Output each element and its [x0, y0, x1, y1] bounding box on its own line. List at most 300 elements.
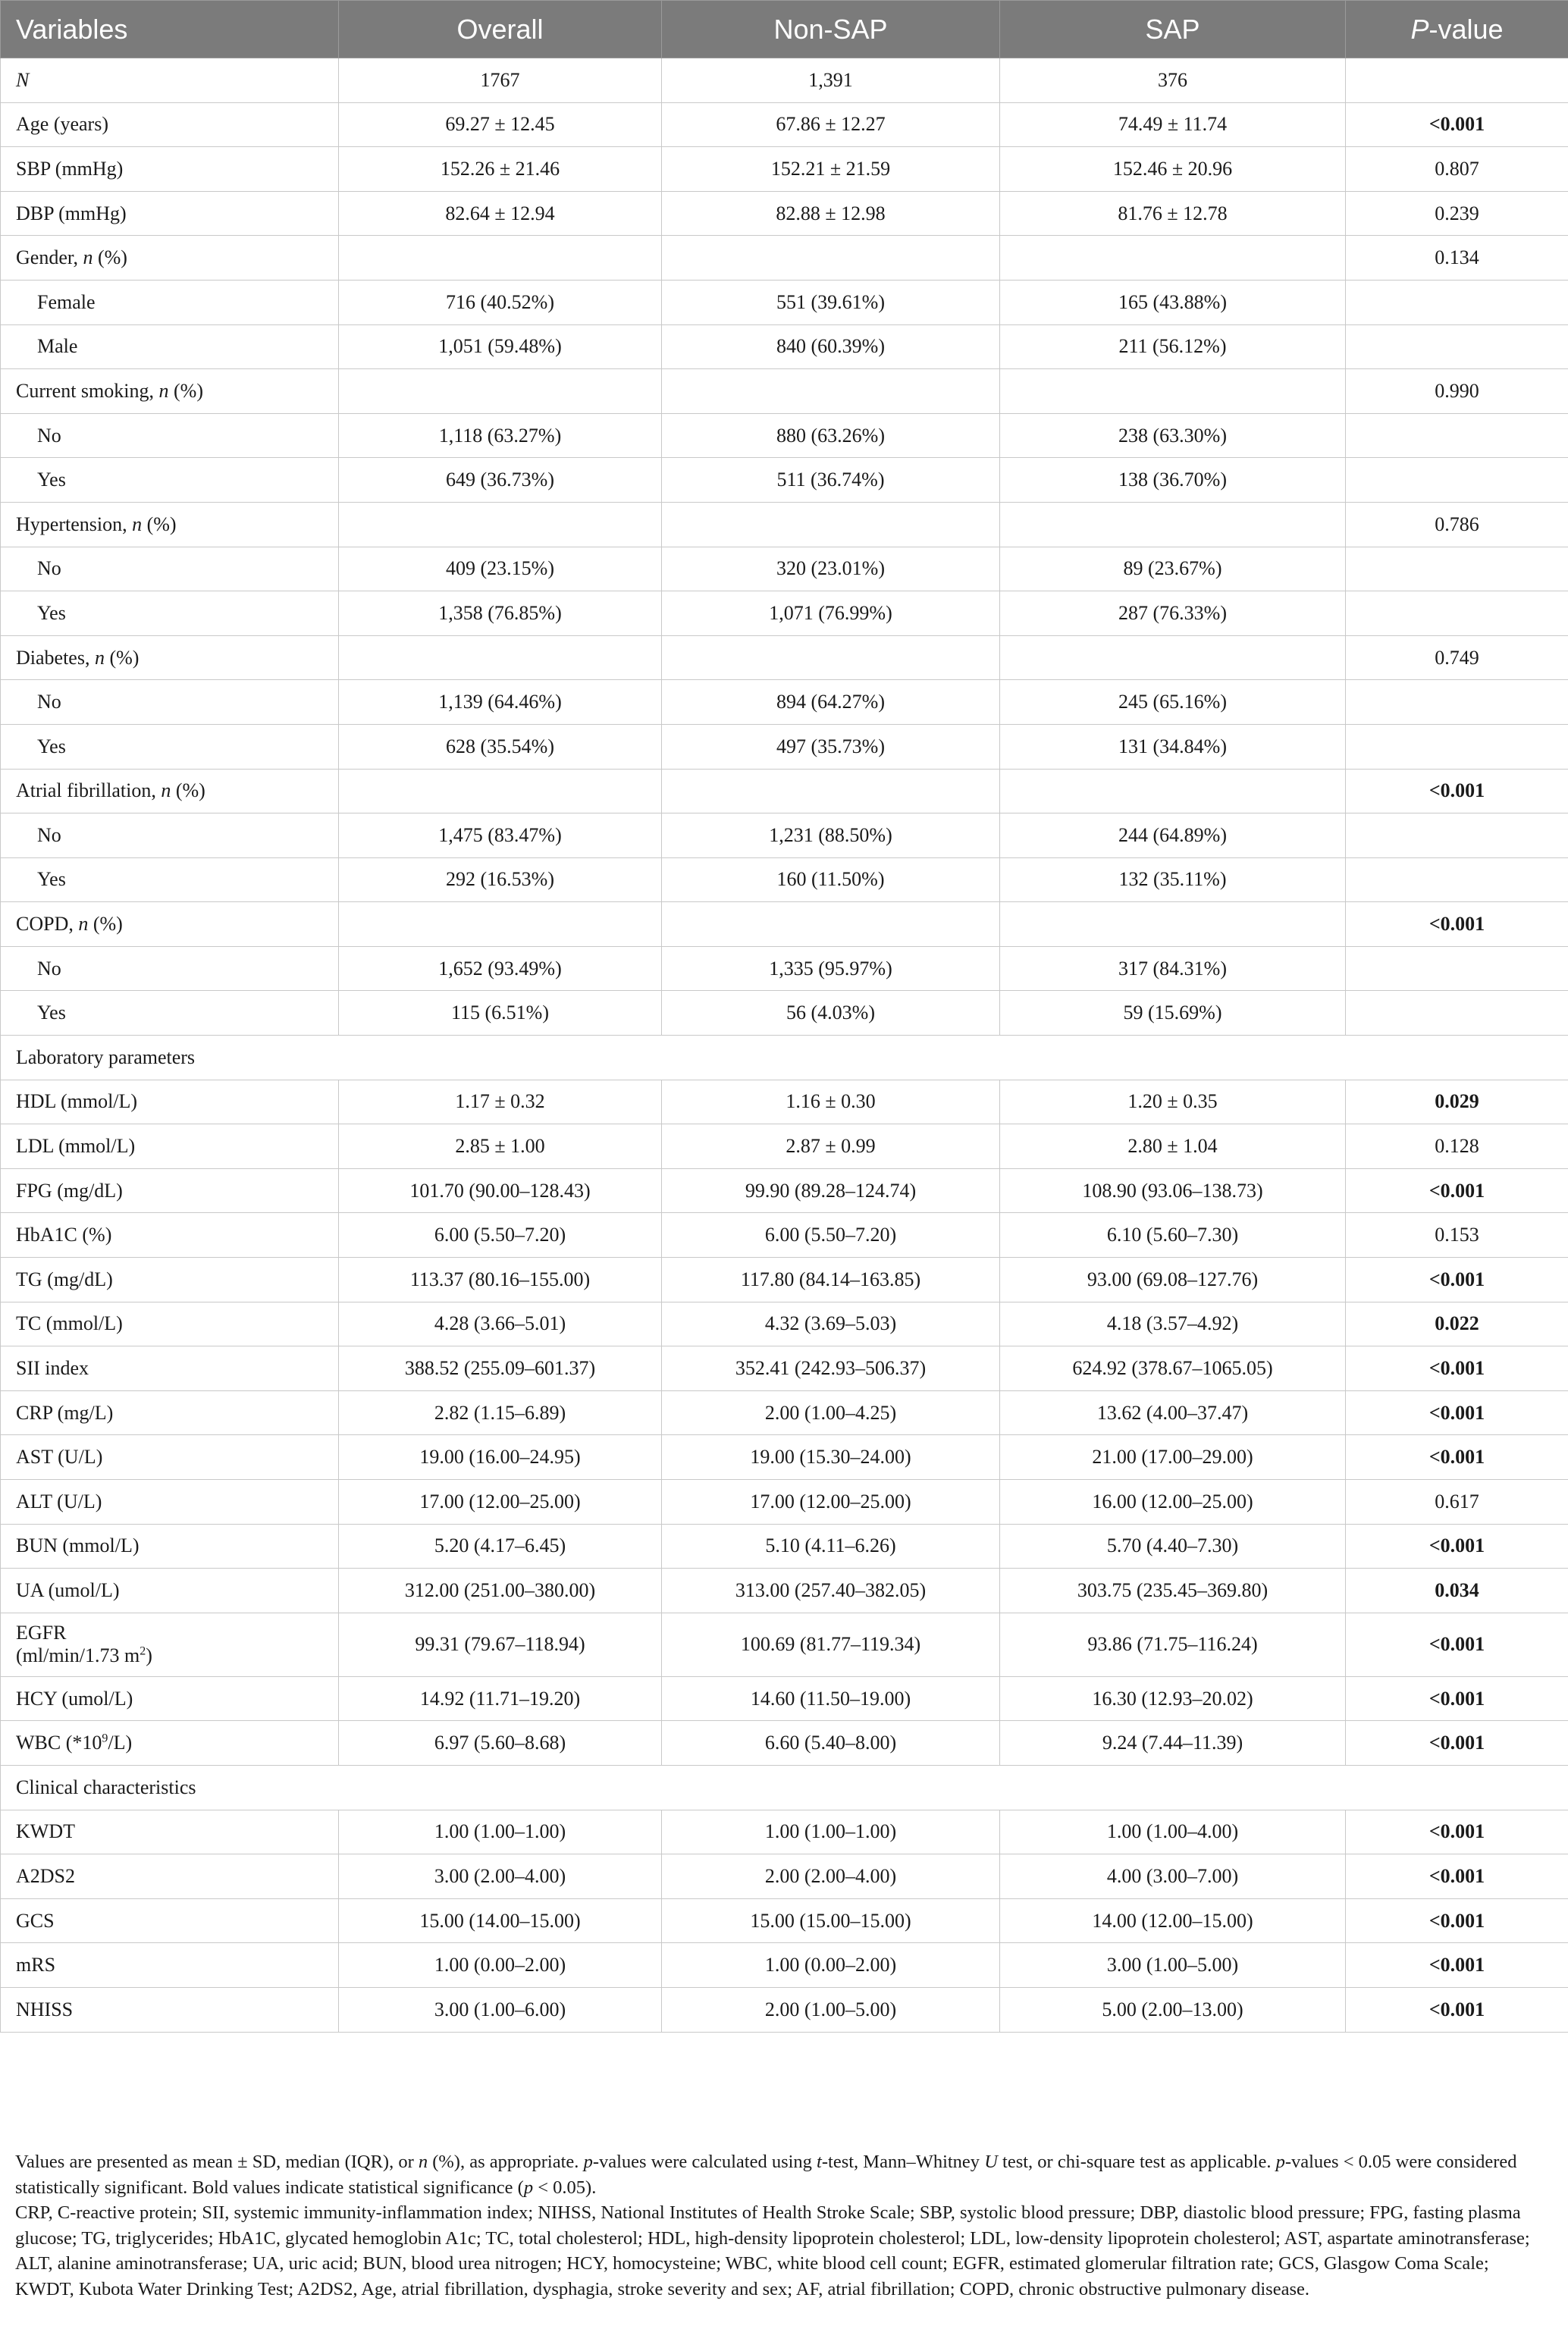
- overall-value: 2.85 ± 1.00: [339, 1124, 662, 1169]
- sap-value: 4.00 (3.00–7.00): [1000, 1854, 1346, 1899]
- label-italic: n: [158, 379, 169, 402]
- p-value: [1346, 458, 1568, 503]
- sap-value: 9.24 (7.44–11.39): [1000, 1721, 1346, 1766]
- non-sap-value: 2.87 ± 0.99: [662, 1124, 1000, 1169]
- label-text: LDL (mmol/L): [16, 1135, 136, 1158]
- p-value: <0.001: [1346, 1854, 1568, 1899]
- label-text: KWDT: [16, 1820, 75, 1843]
- non-sap-value: 19.00 (15.30–24.00): [662, 1435, 1000, 1480]
- label-tail: (%): [93, 246, 127, 269]
- variable-label: [1, 1390, 339, 1435]
- label-italic: n: [94, 646, 105, 669]
- p-value: <0.001: [1346, 902, 1568, 947]
- p-value: [1346, 857, 1568, 902]
- label-text: mRS: [16, 1954, 56, 1976]
- header-variables: Variables: [1, 1, 339, 58]
- sap-value: 152.46 ± 20.96: [1000, 147, 1346, 192]
- overall-value: [339, 635, 662, 680]
- non-sap-value: 313.00 (257.40–382.05): [662, 1569, 1000, 1613]
- table-row: [1, 1124, 1568, 1169]
- overall-value: 1,118 (63.27%): [339, 413, 662, 458]
- p-value: [1346, 724, 1568, 769]
- sap-value: 131 (34.84%): [1000, 724, 1346, 769]
- label-text: AST (U/L): [16, 1446, 103, 1469]
- footnote-fragment: -values were calculated using: [592, 2152, 817, 2172]
- variable-label: [1, 591, 339, 636]
- label-italic: n: [78, 913, 89, 936]
- non-sap-value: 56 (4.03%): [662, 991, 1000, 1036]
- non-sap-value: [662, 369, 1000, 414]
- overall-value: 312.00 (251.00–380.00): [339, 1569, 662, 1613]
- sap-value: 59 (15.69%): [1000, 991, 1346, 1036]
- table-row: [1, 813, 1568, 858]
- overall-value: 113.37 (80.16–155.00): [339, 1258, 662, 1302]
- sap-value: [1000, 902, 1346, 947]
- table-row: [1, 547, 1568, 591]
- label-text: Atrial fibrillation,: [16, 779, 162, 802]
- non-sap-value: 2.00 (1.00–4.25): [662, 1390, 1000, 1435]
- label-tail: /L): [108, 1732, 133, 1754]
- label-text: Clinical characteristics: [16, 1776, 196, 1798]
- sap-value: 376: [1000, 58, 1346, 103]
- label-text: Female: [37, 290, 96, 313]
- label-text: HDL (mmol/L): [16, 1090, 138, 1113]
- non-sap-value: 5.10 (4.11–6.26): [662, 1524, 1000, 1569]
- overall-value: 1,652 (93.49%): [339, 946, 662, 991]
- variable-label: [1, 769, 339, 813]
- footnote-fragment: n: [418, 2152, 428, 2172]
- overall-value: 17.00 (12.00–25.00): [339, 1480, 662, 1525]
- table-row: [1, 1854, 1568, 1899]
- non-sap-value: 1,391: [662, 58, 1000, 103]
- label-text: Male: [37, 335, 78, 358]
- table-footnotes: [15, 2149, 1547, 2302]
- p-value: <0.001: [1346, 1168, 1568, 1213]
- non-sap-value: 1.00 (0.00–2.00): [662, 1943, 1000, 1988]
- label-text: Diabetes,: [16, 646, 95, 669]
- overall-value: 101.70 (90.00–128.43): [339, 1168, 662, 1213]
- non-sap-value: [662, 769, 1000, 813]
- label-superscript: 9: [102, 1732, 108, 1745]
- p-value: [1346, 946, 1568, 991]
- sap-value: 132 (35.11%): [1000, 857, 1346, 902]
- variable-label: [1, 502, 339, 547]
- overall-value: 99.31 (79.67–118.94): [339, 1613, 662, 1676]
- table-row: [1, 1987, 1568, 2032]
- label-text: DBP (mmHg): [16, 202, 127, 224]
- table-row: [1, 58, 1568, 103]
- label-text: N: [16, 68, 30, 91]
- p-value: [1346, 591, 1568, 636]
- label-text: WBC (*10: [16, 1732, 102, 1754]
- table-row: [1, 369, 1568, 414]
- overall-value: 1,139 (64.46%): [339, 680, 662, 725]
- p-value: <0.001: [1346, 1721, 1568, 1766]
- label-text: No: [37, 823, 61, 846]
- p-value: <0.001: [1346, 1524, 1568, 1569]
- variable-label: [1, 458, 339, 503]
- variable-label: [1, 413, 339, 458]
- non-sap-value: 99.90 (89.28–124.74): [662, 1168, 1000, 1213]
- label-text: BUN (mmol/L): [16, 1534, 140, 1557]
- label-text: COPD,: [16, 913, 79, 936]
- non-sap-value: [662, 236, 1000, 281]
- footnote-methods: [15, 2149, 1547, 2200]
- table-row: [1, 1569, 1568, 1613]
- overall-value: 1.17 ± 0.32: [339, 1080, 662, 1124]
- overall-value: [339, 369, 662, 414]
- label-text: CRP (mg/L): [16, 1401, 114, 1424]
- p-value: 0.239: [1346, 191, 1568, 236]
- label-text: EGFR: [16, 1622, 67, 1644]
- overall-value: 1,051 (59.48%): [339, 324, 662, 369]
- sap-value: 89 (23.67%): [1000, 547, 1346, 591]
- label-line-2-tail: ): [146, 1644, 152, 1667]
- p-value: <0.001: [1346, 1676, 1568, 1721]
- p-value: 0.617: [1346, 1480, 1568, 1525]
- non-sap-value: 160 (11.50%): [662, 857, 1000, 902]
- sap-value: 287 (76.33%): [1000, 591, 1346, 636]
- variable-label: [1, 635, 339, 680]
- p-value: <0.001: [1346, 769, 1568, 813]
- table-row: [1, 413, 1568, 458]
- footnote-abbreviations: CRP, C-reactive protein; SII, systemic immunity-inflammation index; NIHSS, National Institutes of Health Stroke Scale; SBP, systolic blood pressure; DBP, diastolic blood pressure; FPG, fasting plasma glucose; TG, triglycerides; HbA1C, glycated hemoglobin A1c; TC, total cholesterol; HDL, high-density lipoprotein cholesterol; LDL, low-density lipoprotein cholesterol; AST, aspartate aminotransferase; ALT, alanine aminotransferase; UA, uric acid; BUN, blood urea nitrogen; HCY, homocysteine; WBC, white blood cell count; EGFR, estimated glomerular filtration rate; GCS, Glasgow Coma Scale; KWDT, Kubota Water Drinking Test; A2DS2, Age, atrial fibrillation, dysphagia, stroke severity and sex; AF, atrial fibrillation; COPD, chronic obstructive pulmonary disease.: [15, 2202, 1530, 2299]
- p-value: [1346, 680, 1568, 725]
- variable-label: [1, 324, 339, 369]
- non-sap-value: 551 (39.61%): [662, 280, 1000, 324]
- table-row: [1, 1810, 1568, 1854]
- overall-value: 6.00 (5.50–7.20): [339, 1213, 662, 1258]
- table-row: [1, 1258, 1568, 1302]
- variable-label: [1, 1765, 1568, 1810]
- table-row: [1, 1898, 1568, 1943]
- overall-value: 1.00 (0.00–2.00): [339, 1943, 662, 1988]
- overall-value: 15.00 (14.00–15.00): [339, 1898, 662, 1943]
- overall-value: 716 (40.52%): [339, 280, 662, 324]
- p-value: [1346, 813, 1568, 858]
- non-sap-value: 100.69 (81.77–119.34): [662, 1613, 1000, 1676]
- footnote-fragment: p: [583, 2152, 593, 2172]
- overall-value: 6.97 (5.60–8.68): [339, 1721, 662, 1766]
- table-row: [1, 1524, 1568, 1569]
- overall-value: 152.26 ± 21.46: [339, 147, 662, 192]
- variable-label: [1, 102, 339, 147]
- overall-value: [339, 769, 662, 813]
- label-text: UA (umol/L): [16, 1578, 120, 1601]
- p-value: 0.128: [1346, 1124, 1568, 1169]
- sap-value: 211 (56.12%): [1000, 324, 1346, 369]
- non-sap-value: 17.00 (12.00–25.00): [662, 1480, 1000, 1525]
- sap-value: [1000, 635, 1346, 680]
- overall-value: 2.82 (1.15–6.89): [339, 1390, 662, 1435]
- sap-value: 93.00 (69.08–127.76): [1000, 1258, 1346, 1302]
- label-text: Yes: [37, 1002, 66, 1024]
- non-sap-value: [662, 502, 1000, 547]
- table-row: [1, 1435, 1568, 1480]
- footnote-fragment: p: [1275, 2152, 1285, 2172]
- p-value: <0.001: [1346, 1987, 1568, 2032]
- sap-value: 244 (64.89%): [1000, 813, 1346, 858]
- sap-value: 13.62 (4.00–37.47): [1000, 1390, 1346, 1435]
- overall-value: [339, 236, 662, 281]
- table-row: [1, 1302, 1568, 1346]
- table-header-row: [1, 1, 1568, 58]
- label-text: Gender,: [16, 246, 83, 269]
- table-row: [1, 946, 1568, 991]
- sap-value: [1000, 769, 1346, 813]
- overall-value: 649 (36.73%): [339, 458, 662, 503]
- label-text: Yes: [37, 868, 66, 891]
- label-text: Age (years): [16, 113, 108, 136]
- label-text: SBP (mmHg): [16, 157, 124, 180]
- overall-value: 292 (16.53%): [339, 857, 662, 902]
- overall-value: [339, 902, 662, 947]
- variable-label: [1, 946, 339, 991]
- non-sap-value: 320 (23.01%): [662, 547, 1000, 591]
- overall-value: 82.64 ± 12.94: [339, 191, 662, 236]
- label-line-2-superscript: 2: [140, 1644, 146, 1658]
- variable-label: [1, 1302, 339, 1346]
- footnote-fragment: (%), as appropriate.: [428, 2152, 584, 2172]
- footnote-fragment: < 0.05).: [533, 2177, 597, 2198]
- non-sap-value: 352.41 (242.93–506.37): [662, 1346, 1000, 1391]
- overall-value: 409 (23.15%): [339, 547, 662, 591]
- non-sap-value: 152.21 ± 21.59: [662, 147, 1000, 192]
- overall-value: 1767: [339, 58, 662, 103]
- sap-value: 74.49 ± 11.74: [1000, 102, 1346, 147]
- label-text: Yes: [37, 735, 66, 757]
- variable-label: [1, 1346, 339, 1391]
- non-sap-value: 6.60 (5.40–8.00): [662, 1721, 1000, 1766]
- footnote-fragment: -values < 0.05 were considered statistically significant. Bold values indicate statistical significance (: [15, 2152, 1517, 2198]
- table-row: [1, 1346, 1568, 1391]
- p-value: <0.001: [1346, 1258, 1568, 1302]
- sap-value: 5.00 (2.00–13.00): [1000, 1987, 1346, 2032]
- non-sap-value: 880 (63.26%): [662, 413, 1000, 458]
- table-row: [1, 680, 1568, 725]
- non-sap-value: 1.00 (1.00–1.00): [662, 1810, 1000, 1854]
- label-tail: (%): [168, 379, 203, 402]
- table-row: [1, 280, 1568, 324]
- label-text: SII index: [16, 1357, 89, 1380]
- p-value: 0.990: [1346, 369, 1568, 414]
- variable-label: [1, 280, 339, 324]
- sap-value: 5.70 (4.40–7.30): [1000, 1524, 1346, 1569]
- header-p-value: P-value: [1346, 1, 1568, 58]
- variable-label: [1, 1124, 339, 1169]
- sap-value: 4.18 (3.57–4.92): [1000, 1302, 1346, 1346]
- sap-value: [1000, 236, 1346, 281]
- label-text: A2DS2: [16, 1864, 76, 1887]
- variable-label: [1, 1898, 339, 1943]
- non-sap-value: 894 (64.27%): [662, 680, 1000, 725]
- table-row: [1, 1676, 1568, 1721]
- table-row: [1, 769, 1568, 813]
- overall-value: 388.52 (255.09–601.37): [339, 1346, 662, 1391]
- variable-label: [1, 1943, 339, 1988]
- p-value: 0.022: [1346, 1302, 1568, 1346]
- sap-value: 1.00 (1.00–4.00): [1000, 1810, 1346, 1854]
- footnote-fragment: test, or chi-square test as applicable.: [997, 2152, 1276, 2172]
- label-tail: (%): [142, 513, 177, 535]
- variable-label: [1, 147, 339, 192]
- overall-value: 1.00 (1.00–1.00): [339, 1810, 662, 1854]
- label-italic: n: [83, 246, 93, 269]
- sap-value: 2.80 ± 1.04: [1000, 1124, 1346, 1169]
- sap-value: 108.90 (93.06–138.73): [1000, 1168, 1346, 1213]
- sap-value: [1000, 502, 1346, 547]
- label-text: NHISS: [16, 1998, 74, 2020]
- overall-value: 3.00 (2.00–4.00): [339, 1854, 662, 1899]
- non-sap-value: 1.16 ± 0.30: [662, 1080, 1000, 1124]
- variable-label: [1, 1854, 339, 1899]
- variable-label: [1, 724, 339, 769]
- p-value: <0.001: [1346, 102, 1568, 147]
- overall-value: 3.00 (1.00–6.00): [339, 1987, 662, 2032]
- sap-value: 624.92 (378.67–1065.05): [1000, 1346, 1346, 1391]
- non-sap-value: 14.60 (11.50–19.00): [662, 1676, 1000, 1721]
- table-row: [1, 147, 1568, 192]
- variable-label: [1, 857, 339, 902]
- label-text: Yes: [37, 601, 66, 624]
- non-sap-value: 2.00 (1.00–5.00): [662, 1987, 1000, 2032]
- overall-value: 4.28 (3.66–5.01): [339, 1302, 662, 1346]
- non-sap-value: 497 (35.73%): [662, 724, 1000, 769]
- sap-value: 6.10 (5.60–7.30): [1000, 1213, 1346, 1258]
- section-header-row: [1, 1036, 1568, 1080]
- label-text: No: [37, 691, 61, 713]
- table-row: [1, 902, 1568, 947]
- variable-label: [1, 1721, 339, 1766]
- non-sap-value: 1,335 (95.97%): [662, 946, 1000, 991]
- variable-label: [1, 58, 339, 103]
- sap-value: 14.00 (12.00–15.00): [1000, 1898, 1346, 1943]
- label-text: HCY (umol/L): [16, 1687, 133, 1710]
- p-value: <0.001: [1346, 1898, 1568, 1943]
- sap-value: 238 (63.30%): [1000, 413, 1346, 458]
- variable-label: [1, 547, 339, 591]
- p-value: [1346, 991, 1568, 1036]
- variable-label: [1, 1036, 1568, 1080]
- table-row: [1, 1168, 1568, 1213]
- table-row: [1, 1213, 1568, 1258]
- p-value: [1346, 413, 1568, 458]
- p-value: 0.029: [1346, 1080, 1568, 1124]
- p-value: 0.749: [1346, 635, 1568, 680]
- sap-value: 81.76 ± 12.78: [1000, 191, 1346, 236]
- table-row: [1, 191, 1568, 236]
- sap-value: 16.30 (12.93–20.02): [1000, 1676, 1346, 1721]
- label-text: Hypertension,: [16, 513, 133, 535]
- variable-label: [1, 236, 339, 281]
- p-value: [1346, 280, 1568, 324]
- label-text: No: [37, 957, 61, 980]
- overall-value: 19.00 (16.00–24.95): [339, 1435, 662, 1480]
- overall-value: 1,475 (83.47%): [339, 813, 662, 858]
- label-text: FPG (mg/dL): [16, 1179, 123, 1202]
- p-value: <0.001: [1346, 1613, 1568, 1676]
- variable-label: [1, 1524, 339, 1569]
- variable-label: [1, 1810, 339, 1854]
- overall-value: 115 (6.51%): [339, 991, 662, 1036]
- table-body: [1, 58, 1568, 2033]
- variable-label: [1, 191, 339, 236]
- table-row: [1, 1943, 1568, 1988]
- table-row: [1, 991, 1568, 1036]
- p-value: [1346, 58, 1568, 103]
- variable-label: [1, 813, 339, 858]
- label-text: HbA1C (%): [16, 1224, 112, 1246]
- label-text: ALT (U/L): [16, 1490, 102, 1512]
- non-sap-value: 82.88 ± 12.98: [662, 191, 1000, 236]
- non-sap-value: [662, 902, 1000, 947]
- p-value: 0.134: [1346, 236, 1568, 281]
- label-line-2: (ml/min/1.73 m: [16, 1644, 140, 1667]
- table-row: [1, 102, 1568, 147]
- table-row: [1, 1613, 1568, 1676]
- p-value: [1346, 547, 1568, 591]
- non-sap-value: [662, 635, 1000, 680]
- non-sap-value: 6.00 (5.50–7.20): [662, 1213, 1000, 1258]
- variable-label: [1, 902, 339, 947]
- label-text: No: [37, 424, 61, 447]
- label-tail: (%): [171, 779, 205, 802]
- variable-label: [1, 1435, 339, 1480]
- footnote-fragment: U: [984, 2152, 998, 2172]
- sap-value: 138 (36.70%): [1000, 458, 1346, 503]
- sap-value: 3.00 (1.00–5.00): [1000, 1943, 1346, 1988]
- non-sap-value: 1,071 (76.99%): [662, 591, 1000, 636]
- p-value: <0.001: [1346, 1435, 1568, 1480]
- variable-label: [1, 1613, 339, 1676]
- table-row: [1, 1721, 1568, 1766]
- p-value: <0.001: [1346, 1810, 1568, 1854]
- table-row: [1, 857, 1568, 902]
- variable-label: [1, 1987, 339, 2032]
- non-sap-value: 511 (36.74%): [662, 458, 1000, 503]
- sap-value: 165 (43.88%): [1000, 280, 1346, 324]
- table-row: [1, 236, 1568, 281]
- sap-value: 317 (84.31%): [1000, 946, 1346, 991]
- table-row: [1, 324, 1568, 369]
- variable-label: [1, 1569, 339, 1613]
- non-sap-value: 2.00 (2.00–4.00): [662, 1854, 1000, 1899]
- sap-value: 16.00 (12.00–25.00): [1000, 1480, 1346, 1525]
- label-tail: (%): [104, 646, 140, 669]
- label-text: TG (mg/dL): [16, 1268, 113, 1290]
- variable-label: [1, 1213, 339, 1258]
- table-row: [1, 458, 1568, 503]
- variable-label: [1, 991, 339, 1036]
- p-value: 0.786: [1346, 502, 1568, 547]
- label-italic: n: [161, 779, 171, 802]
- sap-value: 1.20 ± 0.35: [1000, 1080, 1346, 1124]
- footnote-fragment: -test, Mann–Whitney: [821, 2152, 985, 2172]
- sap-value: [1000, 369, 1346, 414]
- variable-label: [1, 1080, 339, 1124]
- p-value: <0.001: [1346, 1346, 1568, 1391]
- header-overall: Overall: [339, 1, 662, 58]
- table-row: [1, 1480, 1568, 1525]
- footnote-fragment: p: [523, 2177, 534, 2198]
- variable-label: [1, 369, 339, 414]
- sap-value: 21.00 (17.00–29.00): [1000, 1435, 1346, 1480]
- table-row: [1, 1080, 1568, 1124]
- p-value: [1346, 324, 1568, 369]
- non-sap-value: 840 (60.39%): [662, 324, 1000, 369]
- footnote-fragment: Values are presented as mean ± SD, median (IQR), or: [15, 2152, 419, 2172]
- sap-value: 303.75 (235.45–369.80): [1000, 1569, 1346, 1613]
